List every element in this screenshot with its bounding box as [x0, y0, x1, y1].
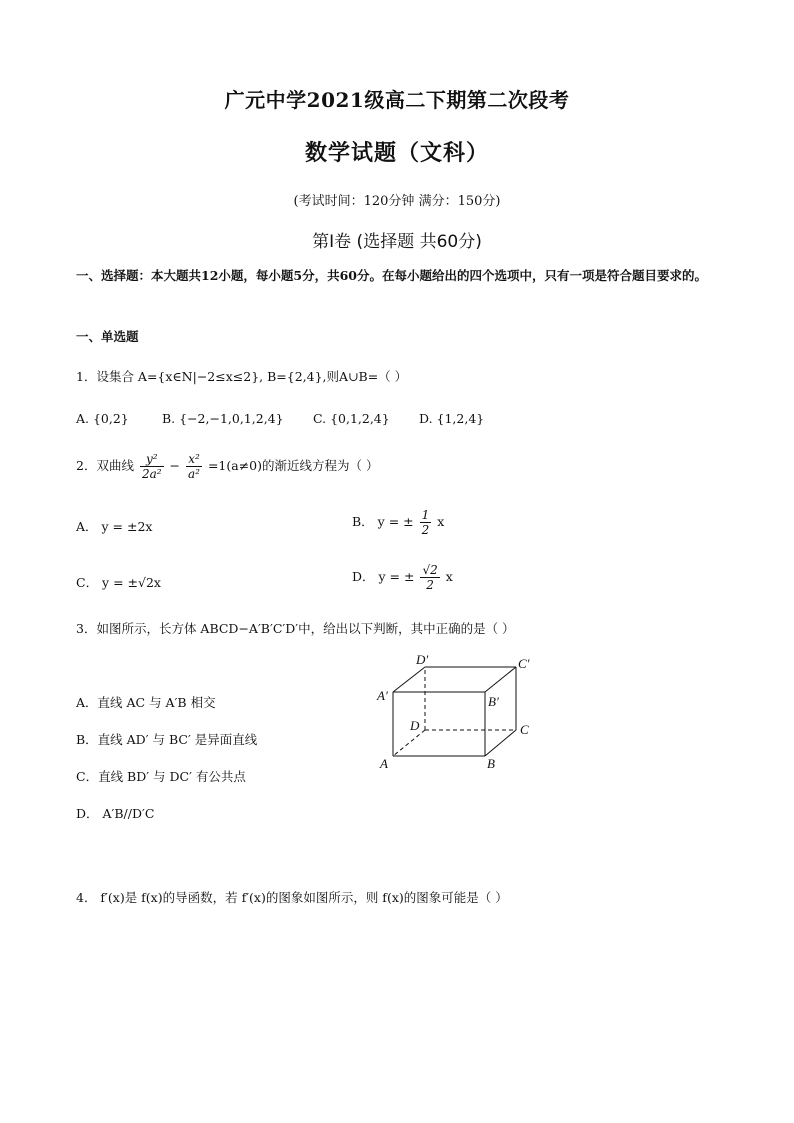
- question-3-option-b: B．直线 AD′ 与 BC′ 是异面直线: [76, 732, 258, 747]
- question-2-option-c: C． y = ±√2x: [76, 575, 161, 590]
- edge-bc: [485, 730, 516, 756]
- vertex-label-a1: A′: [377, 688, 388, 703]
- exam-info: (考试时间：120分钟 满分：150分): [293, 194, 501, 209]
- vertex-label-a: A: [380, 756, 388, 771]
- fraction-denominator: 2a²: [141, 467, 162, 481]
- part-title: 第Ⅰ卷 (选择题 共60分): [312, 232, 482, 252]
- edge-a1d1: [393, 667, 425, 692]
- question-2-option-a: A． y = ±2x: [76, 519, 153, 534]
- section-subheading: 一、单选题: [76, 329, 139, 344]
- question-2-stem: [76, 452, 379, 481]
- fraction-denominator: a²: [188, 467, 200, 481]
- fraction-sqrt2-over-2: [420, 563, 439, 592]
- question-1-option-b: B. {−2,−1,0,1,2,4}: [162, 411, 284, 426]
- question-1-option-d: D. {1,2,4}: [419, 411, 485, 426]
- vertex-label-d: D: [410, 718, 420, 733]
- question-3-option-c: C．直线 BD′ 与 DC′ 有公共点: [76, 769, 246, 784]
- question-1-stem: 1．设集合 A={x∈N|−2≤x≤2}, B={2,4},则A∪B=（ ）: [76, 369, 408, 384]
- subject-title: 数学试题（文科）: [304, 140, 489, 166]
- vertex-label-c: C: [520, 722, 529, 737]
- question-3-option-a: A．直线 AC 与 A′B 相交: [76, 695, 216, 710]
- fraction-numerator: y²: [140, 452, 164, 467]
- minus-sign: −: [169, 458, 181, 473]
- fraction-denominator: 2: [426, 578, 434, 592]
- option-prefix: B． y = ±: [352, 514, 414, 529]
- fraction-x2-over-a2: [186, 452, 202, 481]
- vertex-label-d1: D′: [416, 652, 429, 667]
- edge-b1c1: [485, 667, 516, 692]
- question-1-option-a: A. {0,2}: [76, 411, 129, 426]
- fraction-1-over-2: [420, 508, 432, 537]
- vertex-label-b: B: [487, 756, 495, 771]
- school-title: 广元中学2021级高二下期第二次段考: [224, 88, 570, 112]
- question-2-option-b: [352, 508, 444, 537]
- question-3-option-d: D． A′B//D′C: [76, 806, 155, 821]
- option-prefix: D． y = ±: [352, 569, 415, 584]
- fraction-numerator: x²: [186, 452, 202, 467]
- question-4-stem: 4． f′(x)是 f(x)的导函数，若 f′(x)的图象如图所示，则 f(x)的图象可能是（ ）: [76, 890, 508, 905]
- cuboid-figure: [370, 650, 550, 775]
- fraction-y2-over-2a2: [140, 452, 164, 481]
- fraction-numerator: 1: [421, 508, 430, 522]
- question-2-suffix: =1(a≠0)的渐近线方程为（ ）: [207, 458, 379, 473]
- question-2-option-d: [352, 563, 453, 592]
- question-2-prefix: 2．双曲线: [76, 458, 134, 473]
- question-3-stem: 3．如图所示，长方体 ABCD−A′B′C′D′中，给出以下判断，其中正确的是（ ）: [76, 621, 515, 636]
- section-instruction: 一、选择题：本大题共12小题，每小题5分，共60分。在每小题给出的四个选项中，只有一项是符合题目要求的。: [76, 268, 707, 283]
- option-suffix: x: [445, 569, 453, 584]
- vertex-label-b1: B′: [488, 694, 499, 709]
- edge-da: [393, 730, 425, 756]
- vertex-label-c1: C′: [518, 656, 530, 671]
- question-1-option-c: C. {0,1,2,4}: [313, 411, 390, 426]
- option-suffix: x: [437, 514, 445, 529]
- fraction-numerator: √2: [422, 563, 438, 577]
- fraction-denominator: 2: [421, 523, 430, 537]
